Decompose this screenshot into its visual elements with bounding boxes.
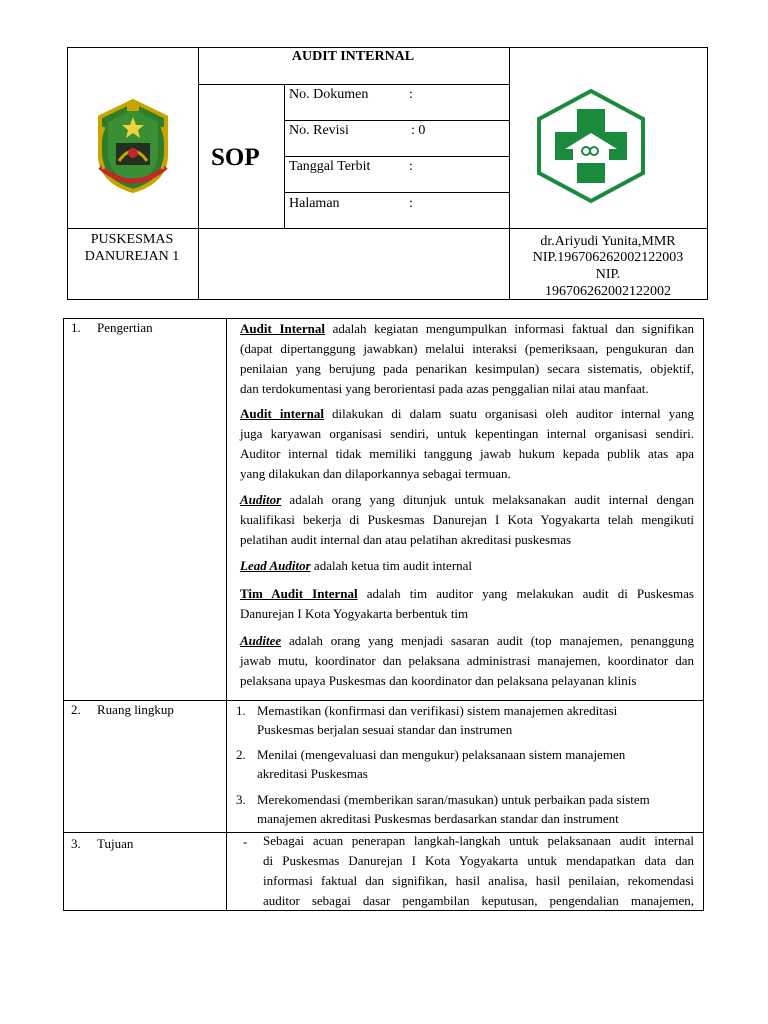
section-3-label: Tujuan — [97, 836, 134, 851]
section-1-label: Pengertian — [97, 320, 153, 335]
definition-auditee: Auditee adalah orang yang menjadi sasaran audit (top manajemen, penanggung jawab mutu, koordinator dan pelaksana administrasi manajemen, koordinator dan pelaksana upaya Puskesmas dan koordinator dan pelaksana pelayanan klinis — [240, 633, 694, 688]
definition-tim-audit-internal: Tim Audit Internal adalah tim auditor yang melakukan audit di Puskesmas Danurejan I Kota Yogyakarta berbentuk tim — [240, 586, 694, 621]
definition-lead-auditor: Lead Auditor adalah ketua tim audit internal — [240, 558, 473, 573]
field-halaman-sep: : — [409, 196, 413, 211]
section-3-number: 3. — [71, 836, 81, 851]
org-name-line2: DANUREJAN 1 — [84, 249, 180, 264]
yogyakarta-emblem-icon — [94, 97, 172, 195]
term-lead-auditor: Lead Auditor — [240, 558, 311, 573]
signatory-nip-2-label: NIP. — [595, 267, 621, 282]
puskesmas-logo-icon — [531, 87, 652, 205]
definition-auditor: Auditor adalah orang yang ditunjuk untuk melaksanakan audit internal dengan kualifikasi bekerja di Puskesmas Danurejan I Kota Yogyakarta telah mengikuti pelatihan audit internal dan atau pelatihan akreditasi puskesmas — [240, 492, 694, 547]
definition-audit-internal-2: Audit internal dilakukan di dalam suatu organisasi oleh auditor internal yang juga karyawan organisasi sendiri, untuk kepentingan internal organisasi sendiri. Auditor internal tidak memiliki tanggung jawab hukum kepada publik atas apa yang dilakukan dan dilaporkannya sebagai termuan. — [240, 406, 694, 481]
field-tanggal-terbit-label: Tanggal Terbit — [289, 159, 371, 174]
purpose-bullet: - — [243, 834, 248, 849]
section-1-number: 1. — [71, 320, 81, 335]
field-tanggal-terbit-sep: : — [409, 159, 413, 174]
definition-audit-internal: Audit Internal adalah kegiatan mengumpulkan informasi faktual dan signifikan (dapat dipertanggung jawabkan) melalui interaksi (pemeriksaan, pengukuran dan penilaian yang berujung pada penarikan kesimpulan) secara sistematis, objektif, dan terdokumentasi yang berorientasi pada azas penggalian nilai atau manfaat. — [240, 321, 694, 396]
purpose-text: Sebagai acuan penerapan langkah-langkah untuk pelaksanaan audit internal di Puskesmas Danurejan I Kota Yogyakarta untuk mendapatkan data dan informasi faktual dan signifikan, hasil analisa, hasil penilaian, rekomendasi auditor sebagai dasar pengambilan keputusan, pengendalian manajemen, — [263, 833, 694, 908]
term-tim-audit-internal: Tim Audit Internal — [240, 586, 358, 601]
document-title: AUDIT INTERNAL — [291, 49, 415, 64]
section-2-label: Ruang lingkup — [97, 702, 174, 717]
org-name-line1: PUSKESMAS — [90, 232, 174, 247]
signatory-nip-1: NIP.196706262002122003 — [532, 250, 684, 265]
term-audit-internal-2: Audit internal — [240, 406, 324, 421]
signatory-nip-2: 196706262002122002 — [545, 284, 671, 299]
term-auditee: Auditee — [240, 633, 282, 648]
field-no-revisi-label: No. Revisi — [289, 123, 349, 138]
term-audit-internal: Audit Internal — [240, 321, 325, 336]
field-no-dokumen-sep: : — [409, 87, 413, 102]
section-2-number: 2. — [71, 702, 81, 717]
field-no-revisi-sep: : 0 — [411, 123, 426, 138]
field-halaman-label: Halaman — [289, 196, 340, 211]
field-no-dokumen-label: No. Dokumen — [289, 87, 369, 102]
sop-label: SOP — [211, 144, 260, 171]
signatory-name: dr.Ariyudi Yunita,MMR — [540, 234, 676, 249]
term-auditor: Auditor — [240, 492, 282, 507]
